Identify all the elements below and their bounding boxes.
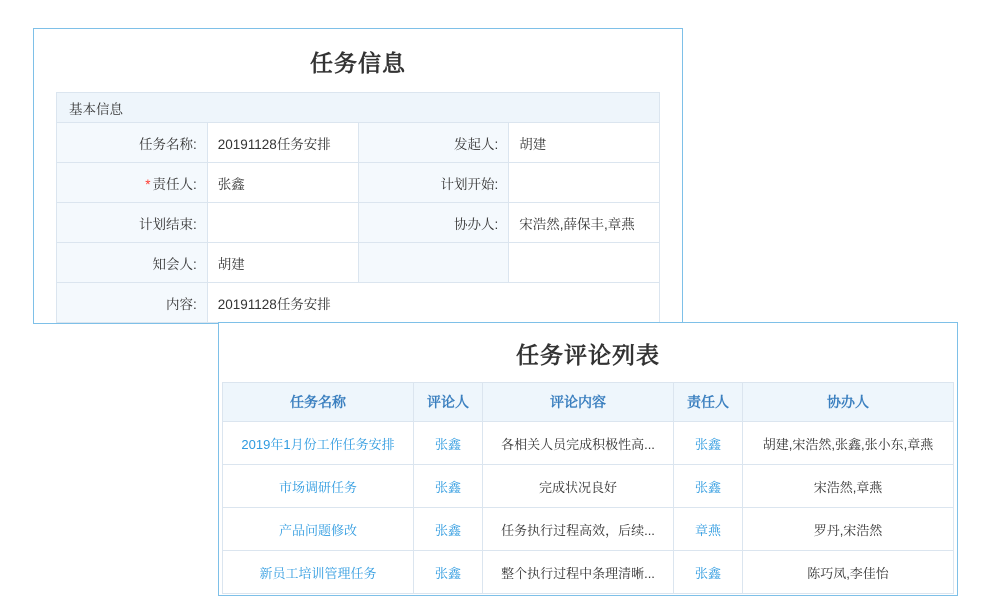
- cell-owner[interactable]: [674, 551, 743, 594]
- plan-end-label: 计划结束:: [57, 203, 208, 243]
- owner-link[interactable]: 章燕: [694, 522, 721, 538]
- table-row: [57, 93, 660, 123]
- cell-task-name[interactable]: [223, 465, 414, 508]
- table-header-row: [223, 383, 954, 422]
- cell-task-name[interactable]: [223, 551, 414, 594]
- table-row: [57, 163, 660, 203]
- cell-commenter[interactable]: [414, 551, 483, 594]
- content-label: 内容:: [57, 283, 208, 323]
- comment-list-table: [222, 382, 954, 594]
- commenter-link[interactable]: 张鑫: [434, 436, 461, 452]
- commenter-link[interactable]: 张鑫: [434, 479, 461, 495]
- column-header-content: 评论内容: [483, 383, 674, 422]
- column-header-commenter: 评论人: [414, 383, 483, 422]
- owner-label-text: 责任人:: [152, 176, 197, 192]
- cell-assistants: 陈巧凤,李佳怡: [743, 551, 954, 594]
- cell-content: 各相关人员完成积极性高...: [483, 422, 674, 465]
- plan-start-label: 计划开始:: [358, 163, 509, 203]
- cell-commenter[interactable]: [414, 465, 483, 508]
- assistant-label: 协办人:: [358, 203, 509, 243]
- commenter-link[interactable]: 张鑫: [434, 522, 461, 538]
- owner-link[interactable]: 张鑫: [694, 565, 721, 581]
- cell-assistants: 罗丹,宋浩然: [743, 508, 954, 551]
- cell-task-name[interactable]: [223, 508, 414, 551]
- cell-task-name[interactable]: [223, 422, 414, 465]
- initiator-label: 发起人:: [358, 123, 509, 163]
- commenter-link[interactable]: 张鑫: [434, 565, 461, 581]
- task-name-label: 任务名称:: [57, 123, 208, 163]
- cell-owner[interactable]: [674, 422, 743, 465]
- task-name-link[interactable]: 新员工培训管理任务: [259, 565, 377, 581]
- assistant-value: 宋浩然,薛保丰,章燕: [509, 203, 660, 243]
- table-row: [223, 508, 954, 551]
- table-row: [57, 283, 660, 323]
- comment-list-title: 任务评论列表: [516, 342, 660, 368]
- required-marker: *: [145, 176, 151, 192]
- basic-info-section-header: 基本信息: [57, 93, 660, 123]
- table-row: [223, 551, 954, 594]
- task-info-panel: [33, 28, 683, 324]
- comment-table-head: [223, 383, 954, 422]
- content-value: 20191128任务安排: [207, 283, 659, 323]
- task-comment-list-panel: [218, 322, 958, 596]
- cell-content: 完成状况良好: [483, 465, 674, 508]
- cell-commenter[interactable]: [414, 508, 483, 551]
- initiator-value: 胡建: [509, 123, 660, 163]
- cell-owner[interactable]: [674, 508, 743, 551]
- column-header-assistants: 协办人: [743, 383, 954, 422]
- owner-link[interactable]: 张鑫: [694, 479, 721, 495]
- cell-owner[interactable]: [674, 465, 743, 508]
- comment-table-body: [223, 422, 954, 594]
- table-row: [57, 243, 660, 283]
- cell-content: 整个执行过程中条理清晰...: [483, 551, 674, 594]
- cell-content: 任务执行过程高效，后续...: [483, 508, 674, 551]
- notify-value: 胡建: [207, 243, 358, 283]
- blank-label: [358, 243, 509, 283]
- cell-assistants: 宋浩然,章燕: [743, 465, 954, 508]
- cell-assistants: 胡建,宋浩然,张鑫,张小东,章燕: [743, 422, 954, 465]
- owner-label: [57, 163, 208, 203]
- owner-value: 张鑫: [207, 163, 358, 203]
- blank-value: [509, 243, 660, 283]
- table-row: [223, 422, 954, 465]
- column-header-task-name: 任务名称: [223, 383, 414, 422]
- notify-label: 知会人:: [57, 243, 208, 283]
- cell-commenter[interactable]: [414, 422, 483, 465]
- table-row: [57, 123, 660, 163]
- task-name-link[interactable]: 市场调研任务: [278, 479, 357, 495]
- task-name-value: 20191128任务安排: [207, 123, 358, 163]
- task-info-table: [56, 92, 660, 323]
- owner-link[interactable]: 张鑫: [694, 436, 721, 452]
- column-header-owner: 责任人: [674, 383, 743, 422]
- task-info-title: 任务信息: [310, 50, 406, 76]
- plan-start-value: [509, 163, 660, 203]
- task-name-link[interactable]: 2019年1月份工作任务安排: [241, 436, 395, 452]
- table-row: [223, 465, 954, 508]
- task-name-link[interactable]: 产品问题修改: [278, 522, 357, 538]
- plan-end-value: [207, 203, 358, 243]
- table-row: [57, 203, 660, 243]
